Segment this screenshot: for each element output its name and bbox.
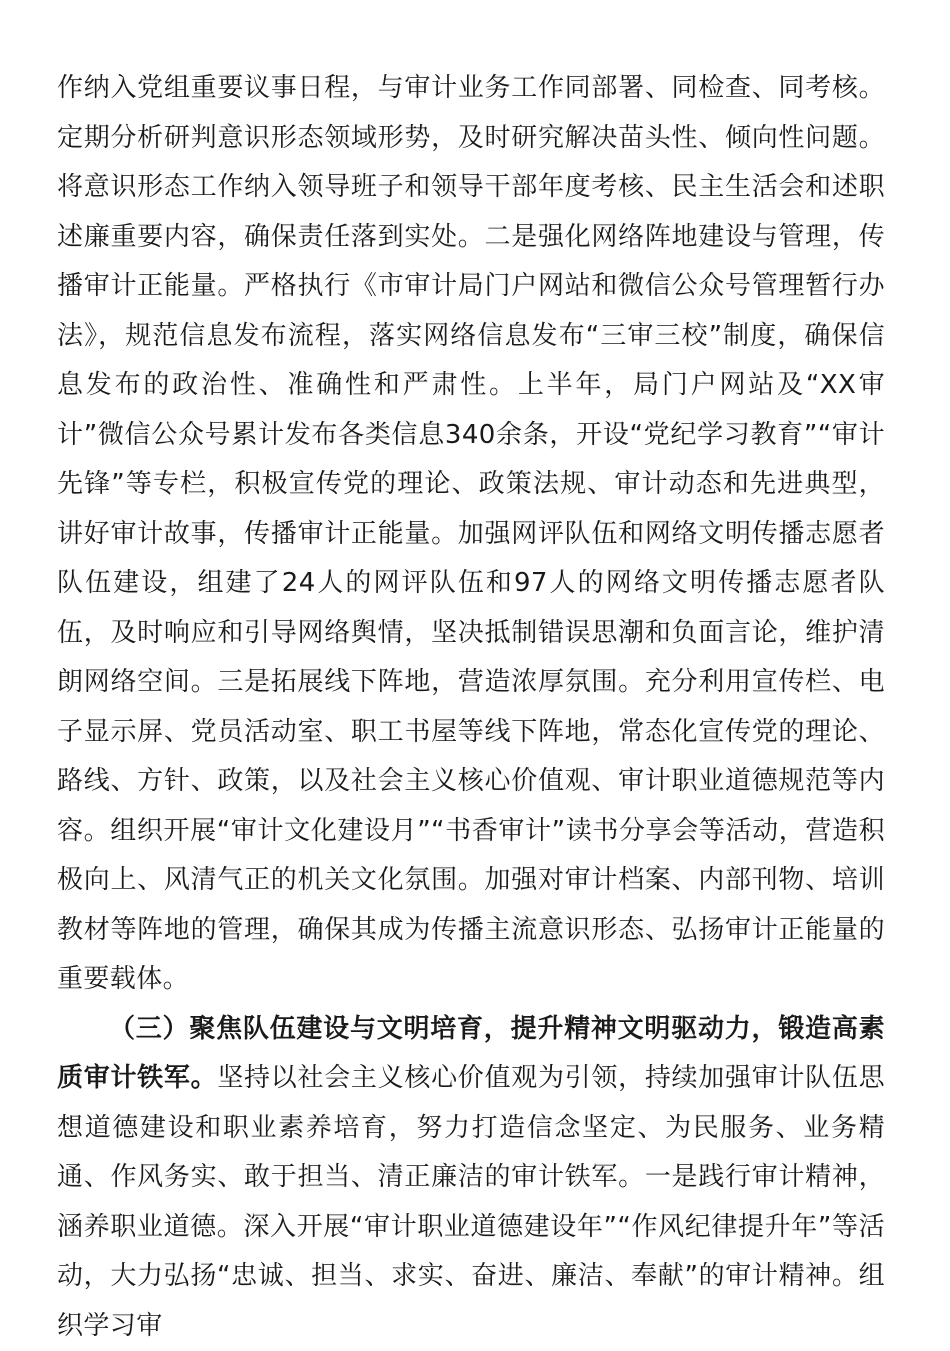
- body-paragraph-1: 作纳入党组重要议事日程，与审计业务工作同部署、同检查、同考核。定期分析研判意识形态领域形势，及时研究解决苗头性、倾向性问题。将意识形态工作纳入领导班子和领导干部年度考核、民主生活会和述职述廉重要内容，确保责任落到实处。二是强化网络阵地建设与管理，传播审计正能量。严格执行《市审计局门户网站和微信公众号管理暂行办法》，规范信息发布流程，落实网络信息发布“三审三校”制度，确保信息发布的政治性、准确性和严肃性。上半年，局门户网站及“XX审计”微信公众号累计发布各类信息340余条，开设“党纪学习教育”“审计先锋”等专栏，积极宣传党的理论、政策法规、审计动态和先进典型，讲好审计故事，传播审计正能量。加强网评队伍和网络文明传播志愿者队伍建设，组建了24人的网评队伍和97人的网络文明传播志愿者队伍，及时响应和引导网络舆情，坚决抵制错误思潮和负面言论，维护清朗网络空间。三是拓展线下阵地，营造浓厚氛围。充分利用宣传栏、电子显示屏、党员活动室、职工书屋等线下阵地，常态化宣传党的理论、路线、方针、政策，以及社会主义核心价值观、审计职业道德规范等内容。组织开展“审计文化建设月”“书香审计”读书分享会等活动，营造积极向上、风清气正的机关文化氛围。加强对审计档案、内部刊物、培训教材等阵地的管理，确保其成为传播主流意识形态、弘扬审计正能量的重要载体。: [57, 64, 885, 1005]
- document-page: [57, 64, 885, 1351]
- section-body-3: 坚持以社会主义核心价值观为引领，持续加强审计队伍思想道德建设和职业素养培育，努力打造信念坚定、为民服务、业务精通、作风务实、敢于担当、清正廉洁的审计铁军。一是践行审计精神，涵养职业道德。深入开展“审计职业道德建设年”“作风纪律提升年”等活动，大力弘扬“忠诚、担当、求实、奋进、廉洁、奉献”的审计精神。组织学习审: [57, 1063, 885, 1341]
- section-heading-3: （三）聚焦队伍建设与文明培育，提升精神文明驱动力，锻造高素质审计铁军。: [57, 1014, 885, 1094]
- body-paragraph-2: [57, 1005, 885, 1351]
